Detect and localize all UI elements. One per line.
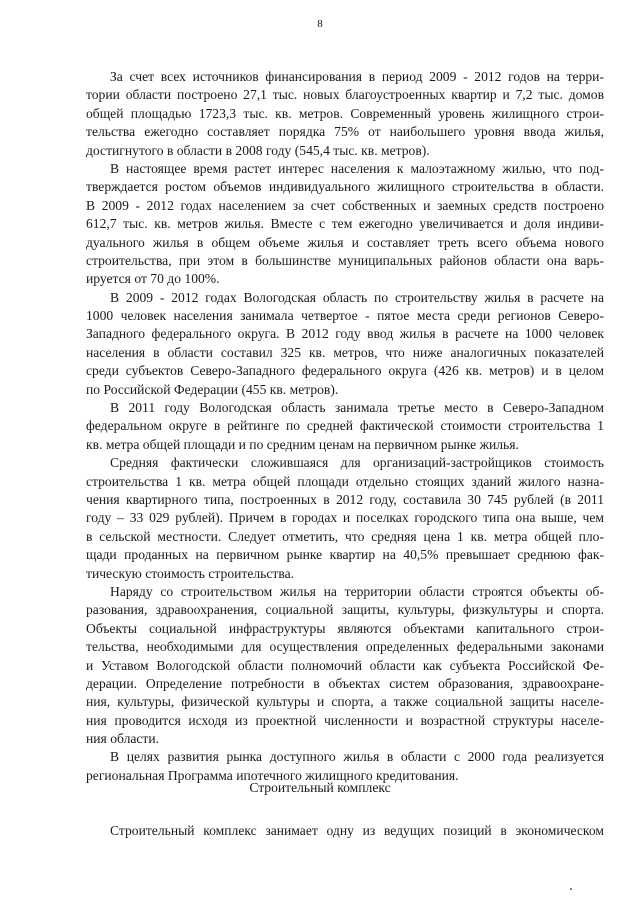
text-line: Объекты социальной инфраструктуры являются объектами капитального строи- [86, 620, 604, 636]
text-line: ния проводится исходя из проектной численности и возрастной структуры населе- [86, 712, 604, 728]
text-line: В целях развития рынка доступного жилья в области с 2000 года реализуется [110, 749, 604, 765]
text-line: чения квартирного типа, построенных в 2012 году, составила 30 745 рублей (в 2011 [86, 491, 604, 507]
text-line: достигнутого в области в 2008 году (545,4 тыс. кв. метров). [86, 142, 430, 158]
paragraph-construction-complex [86, 822, 604, 840]
text-line: и Уставом Вологодской области полномочий области как субъекта Российской Фе- [86, 657, 604, 673]
page-number: 8 [317, 18, 323, 30]
text-line: Строительный комплекс занимает одну из ведущих позиций в экономическом [110, 823, 604, 838]
paragraph-low-rise-housing [86, 160, 604, 289]
text-line: тверждается ростом объемов индивидуального жилищного строительства в области. [86, 179, 604, 195]
text-line: дуального жилья в общем объеме жилья и составляет треть всего объема нового [86, 234, 604, 250]
text-line: региональная Программа ипотечного жилищного кредитования. [86, 767, 459, 783]
paragraph-average-cost [86, 454, 604, 583]
text-line: щади проданных на первичном рынке квартир на 40,5% превышает среднюю фак- [86, 547, 604, 563]
scan-speck [570, 888, 572, 890]
text-line: тическую стоимость строительства. [86, 565, 295, 581]
section-heading: Строительный комплекс [249, 780, 391, 795]
paragraph-regional-ranking [86, 289, 604, 399]
text-line: тельства ежегодно составляет порядка 75% от наибольшего уровня ввода жилья, [86, 124, 604, 140]
text-line: В 2009 - 2012 годах населением за счет собственных и заемных средств построено [86, 197, 604, 213]
text-line: В 2011 году Вологодская область занимала третье место в Северо-Западном [110, 400, 604, 416]
text-line: федеральном округе в рейтинге по средней фактической стоимости строительства 1 [86, 418, 604, 434]
paragraph-financing-results [86, 68, 604, 160]
text-line: Наряду со строительством жилья на территории области строятся объекты об- [110, 583, 604, 599]
text-line: общей площадью 1723,3 тыс. кв. метров. Современный уровень жилищного строи- [86, 105, 604, 121]
body-text [86, 68, 604, 785]
text-line: разования, здравоохранения, социальной защиты, культуры, физкультуры и спорта. [86, 602, 604, 618]
text-line: тельства, необходимыми для осуществления определенных федеральными законами [86, 639, 604, 655]
paragraph-social-infrastructure [86, 583, 604, 749]
text-line: За счет всех источников финансирования в период 2009 - 2012 годов на терри- [110, 69, 604, 84]
text-line: В настоящее время растет интерес населения к малоэтажному жилью, что под- [110, 160, 604, 176]
text-line: 612,7 тыс. кв. метров жилья. Вместе с тем ежегодно увеличивается и доля индиви- [86, 216, 604, 232]
text-line: ния, культуры, физической культуры и спорта, а также социальной защиты населе- [86, 694, 604, 710]
text-line: Средняя фактически сложившаяся для организаций-застройщиков стоимость [110, 455, 604, 471]
text-line: году – 33 029 рублей). Причем в городах и поселках городского типа она выше, чем [86, 510, 604, 526]
paragraph-cost-rating [86, 399, 604, 454]
text-line: строительства, при этом в большинстве муниципальных районов области она варь- [86, 252, 604, 268]
text-line: 1000 человек населения занимала четвертое - пятое места среди регионов Северо- [86, 308, 604, 324]
text-line: В 2009 - 2012 годах Вологодская область по строительству жилья в расчете на [110, 289, 604, 305]
text-line: ния области. [86, 731, 160, 747]
text-line: ируется от 70 до 100%. [86, 271, 220, 287]
text-line: в сельской местности. Следует отметить, что средняя цена 1 кв. метра общей пло- [86, 528, 604, 544]
text-line: Западного федерального округа. В 2012 году ввод жилья в расчете на 1000 человек [86, 326, 604, 342]
text-line: населения в области составил 325 кв. метров, что ниже аналогичных показателей [86, 344, 604, 360]
text-line: по Российской Федерации (455 кв. метров). [86, 381, 339, 397]
text-line: кв. метра общей площади и по средним ценам на первичном рынке жилья. [86, 436, 519, 452]
text-line: строительства 1 кв. метра общей площади отдельно стоящих зданий жилого назна- [86, 473, 604, 489]
text-line: тории области построено 27,1 тыс. новых благоустроенных квартир и 7,2 тыс. домов [86, 87, 604, 103]
text-line: среди субъектов Северо-Западного федерального округа (426 кв. метров) и в целом [86, 363, 604, 379]
text-line: дерации. Определение потребности в объектах систем образования, здравоохране- [86, 675, 604, 691]
